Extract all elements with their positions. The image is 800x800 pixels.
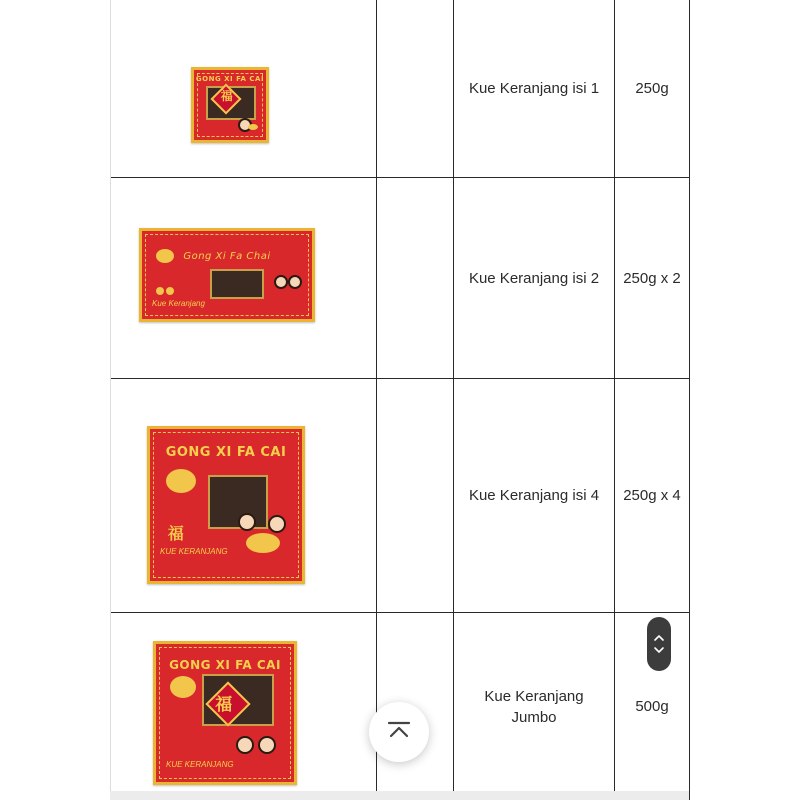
product-name: Kue Keranjang isi 2 <box>468 269 600 287</box>
product-weight: 250g x 2 <box>623 269 681 287</box>
box-title: Gong Xi Fa Chai <box>183 251 271 262</box>
box-footer: KUE KERANJANG <box>166 760 234 769</box>
fu-glyph: 福 <box>215 695 233 715</box>
fu-glyph: 福 <box>167 524 185 543</box>
bottom-bar <box>110 791 689 800</box>
product-weight: 250g x 4 <box>623 487 681 504</box>
product-name: Kue Keranjang isi 4 <box>468 487 600 504</box>
box-footer: Kue Keranjang <box>152 299 205 308</box>
chevron-up-icon[interactable] <box>653 634 665 642</box>
product-image-isi-4[interactable] <box>147 426 305 584</box>
arrow-up-to-line-icon <box>386 720 412 745</box>
lantern-icon <box>156 249 174 263</box>
scroll-widget[interactable] <box>647 617 671 671</box>
back-to-top-button[interactable] <box>369 702 429 762</box>
box-title: GONG XI FA CAI <box>195 75 265 83</box>
product-name: Kue Keranjang Jumbo <box>484 687 584 726</box>
lantern-icon <box>166 469 196 493</box>
product-weight: 500g <box>635 698 669 715</box>
box-footer: KUE KERANJANG <box>160 547 228 556</box>
column-divider <box>376 0 377 800</box>
box-title: GONG XI FA CAI <box>169 658 281 672</box>
product-image-jumbo[interactable] <box>153 641 297 785</box>
box-title: GONG XI FA CAI <box>165 445 287 460</box>
product-weight: 250g <box>635 80 669 97</box>
chevron-down-icon[interactable] <box>653 646 665 654</box>
product-image-isi-1[interactable] <box>191 67 269 143</box>
product-name: Kue Keranjang isi 1 <box>468 80 600 97</box>
product-image-isi-2[interactable] <box>139 228 315 322</box>
product-table <box>110 0 690 800</box>
fu-glyph: 福 <box>220 89 234 103</box>
